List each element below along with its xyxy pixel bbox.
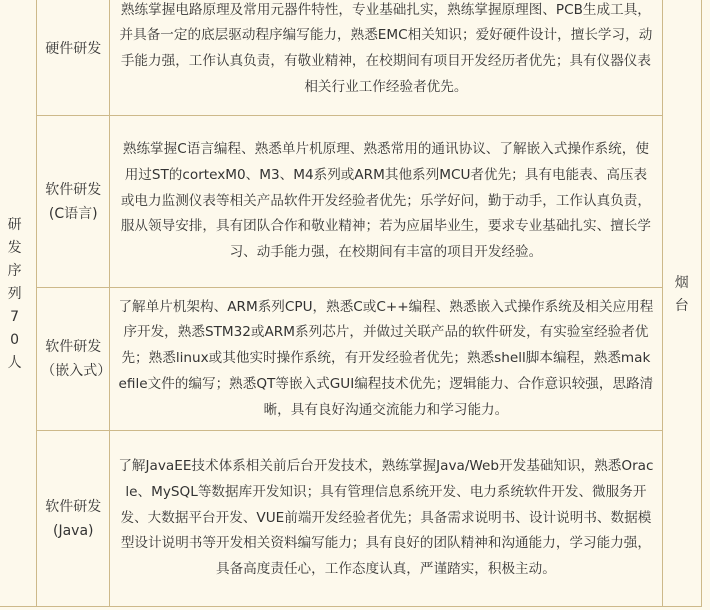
group-cell xyxy=(0,0,37,607)
location-label: 烟台 xyxy=(674,274,689,314)
location-cell xyxy=(662,0,701,607)
table-row xyxy=(0,288,702,431)
group-label: 研发序列70人 xyxy=(7,217,22,371)
table-row xyxy=(0,116,702,288)
requirements-cell: 熟练掌握C语言编程、熟悉单片机原理、熟悉常用的通讯协议、了解嵌入式操作系统，使用过ST的cortexM0、M3、M4系列或ARM其他系列MCU者优先；具有电能表、高压表或电力监测仪表等相关产品软件开发经验者优先；乐学好问，勤于动手，工作认真负责，服从领导安排，具有团队合作和敬业精神；若为应届毕业生，要求专业基础扎实、擅长学习、动手能力强，在校期间有丰富的项目开发经验。 xyxy=(110,116,662,288)
position-name: 软件研发(C语言) xyxy=(45,181,102,222)
position-cell xyxy=(37,0,110,116)
position-cell xyxy=(37,288,110,431)
position-cell xyxy=(37,116,110,288)
position-name: 软件研发(Java) xyxy=(45,498,102,539)
table-row xyxy=(0,0,702,116)
table-row xyxy=(0,431,702,607)
position-name: 软件研发（嵌入式） xyxy=(41,339,112,379)
requirements-cell: 了解JavaEE技术体系相关前后台开发技术，熟练掌握Java/Web开发基础知识，熟悉Oracle、MySQL等数据库开发知识；具有管理信息系统开发、电力系统软件开发、微服务开发、大数据平台开发、VUE前端开发经验者优先；具备需求说明书、设计说明书、数据模型设计说明书等开发相关资料编写能力；具有良好的团队精神和沟通能力，学习能力强，具备高度责任心，工作态度认真，严谨踏实，积极主动。 xyxy=(110,431,662,607)
position-cell xyxy=(37,431,110,607)
position-name: 硬件研发 xyxy=(45,41,102,57)
requirements-cell: 了解单片机架构、ARM系列CPU，熟悉C或C++编程、熟悉嵌入式操作系统及相关应用程序开发，熟悉STM32或ARM系列芯片，并做过关联产品的软件研发，有实验室经验者优先；熟悉linux或其他实时操作系统，有开发经验者优先；熟悉shell脚本编程，熟悉makefile文件的编写；熟悉QT等嵌入式GUI编程技术优先；逻辑能力、合作意识较强，思路清晰，具有良好沟通交流能力和学习能力。 xyxy=(110,288,662,431)
requirements-cell: 熟练掌握电路原理及常用元器件特性，专业基础扎实，熟练掌握原理图、PCB生成工具，并具备一定的底层驱动程序编写能力，熟悉EMC相关知识；爱好硬件设计，擅长学习，动手能力强，工作认真负责，有敬业精神，在校期间有项目开发经历者优先；具有仪器仪表相关行业工作经验者优先。 xyxy=(110,0,662,116)
